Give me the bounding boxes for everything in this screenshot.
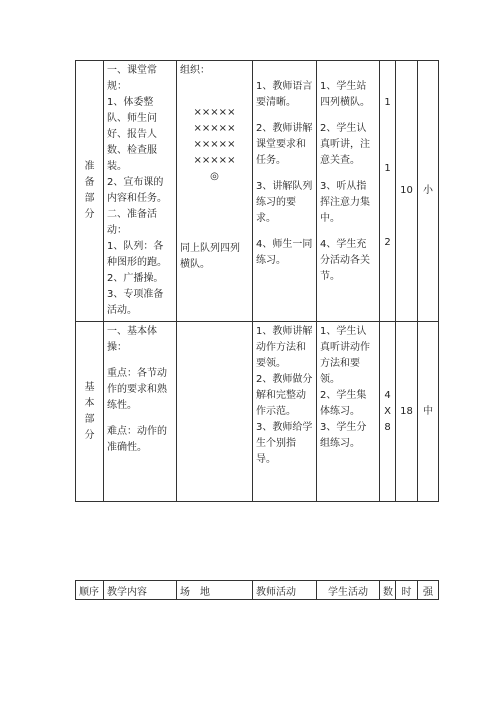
times-value: 1 xyxy=(384,97,391,108)
times-value: 1 xyxy=(384,163,391,174)
content-line: 重点：各节动作的要求和熟练性。 xyxy=(107,368,167,411)
content-line: 难点：动作的准确性。 xyxy=(107,426,167,453)
student-line: 2、学生集体练习。 xyxy=(320,390,367,417)
content-line: 2、广播操。 xyxy=(107,273,164,284)
section-char: 分 xyxy=(84,209,95,220)
prep-venue xyxy=(177,61,253,322)
student-line: 3、听从指挥注意力集中。 xyxy=(320,181,370,224)
header-student: 学生活动 xyxy=(317,581,380,600)
times-value: 2 xyxy=(384,237,391,248)
times-value: 4 xyxy=(384,389,391,401)
times-value: X xyxy=(384,405,391,417)
lesson-plan-table xyxy=(75,60,439,502)
prep-content xyxy=(104,61,177,322)
section-char: 准 xyxy=(84,161,95,172)
content-line: 1、体委整队、师生问好、报告人数、检查服装。 xyxy=(107,97,157,172)
header-row xyxy=(76,581,439,600)
section-char: 本 xyxy=(84,397,95,409)
venue-note: 同上队列四列横队。 xyxy=(180,243,240,270)
prep-times xyxy=(380,61,396,322)
header-content: 教学内容 xyxy=(104,581,177,600)
venue-label: 组织： xyxy=(180,65,210,76)
student-line: 1、学生认真听讲动作方法和要领。 xyxy=(320,326,370,385)
basic-section-label xyxy=(76,322,104,502)
prep-student xyxy=(317,61,380,322)
content-line: 一、基本体操： xyxy=(107,326,157,353)
basic-row xyxy=(76,322,439,502)
basic-venue xyxy=(177,322,253,502)
times-value: 8 xyxy=(384,421,391,433)
teacher-position-icon: ◎ xyxy=(210,171,219,182)
teacher-line: 3、教师给学生个别指导。 xyxy=(256,422,313,465)
prep-duration: 10 xyxy=(396,61,418,322)
content-line: 1、队列：各种图形的跑。 xyxy=(107,241,167,268)
teacher-line: 4、师生一同练习。 xyxy=(256,239,313,266)
teacher-line: 3、讲解队列练习的要求。 xyxy=(256,181,313,224)
prep-section-label xyxy=(76,61,104,322)
teacher-line: 2、教师讲解课堂要求和任务。 xyxy=(256,123,313,166)
teacher-line: 1、教师讲解动作方法和要领。 xyxy=(256,326,313,369)
section-char: 分 xyxy=(84,429,95,441)
basic-student xyxy=(317,322,380,502)
content-line: 一、课堂常规： xyxy=(107,65,157,92)
basic-duration: 18 xyxy=(396,322,418,502)
header-order: 顺序 xyxy=(76,581,104,600)
prep-teacher xyxy=(253,61,317,322)
student-line: 3、学生分组练习。 xyxy=(320,422,367,449)
basic-times xyxy=(380,322,396,502)
formation-row: ××××× xyxy=(193,139,236,150)
student-line: 4、学生充分活动各关节。 xyxy=(320,239,370,282)
header-strength: 强 xyxy=(418,581,439,600)
prep-intensity: 小 xyxy=(418,61,439,322)
formation-row: ××××× xyxy=(193,155,236,166)
content-line: 2、宣布课的内容和任务。 xyxy=(107,177,167,204)
basic-content xyxy=(104,322,177,502)
content-line: 二、准备活动： xyxy=(107,209,157,236)
header-venue: 场 地 xyxy=(177,581,253,600)
header-row-table xyxy=(75,580,439,600)
section-char: 部 xyxy=(84,193,95,204)
section-char: 基 xyxy=(84,381,95,393)
section-char: 备 xyxy=(84,177,95,188)
section-char: 部 xyxy=(84,413,95,425)
content-line: 3、专项准备活动。 xyxy=(107,289,164,316)
header-count: 数 xyxy=(380,581,396,600)
basic-teacher xyxy=(253,322,317,502)
formation-row: ××××× xyxy=(193,107,236,118)
formation-row: ××××× xyxy=(193,123,236,134)
teacher-line: 1、教师语言要清晰。 xyxy=(256,81,313,108)
student-line: 2、学生认真听讲，注意关查。 xyxy=(320,123,370,166)
header-teacher: 教师活动 xyxy=(253,581,317,600)
basic-intensity: 中 xyxy=(418,322,439,502)
student-line: 1、学生站四列横队。 xyxy=(320,81,370,108)
prep-row xyxy=(76,61,439,322)
header-time: 时 xyxy=(396,581,418,600)
teacher-line: 2、教师做分解和完整动作示范。 xyxy=(256,374,313,417)
